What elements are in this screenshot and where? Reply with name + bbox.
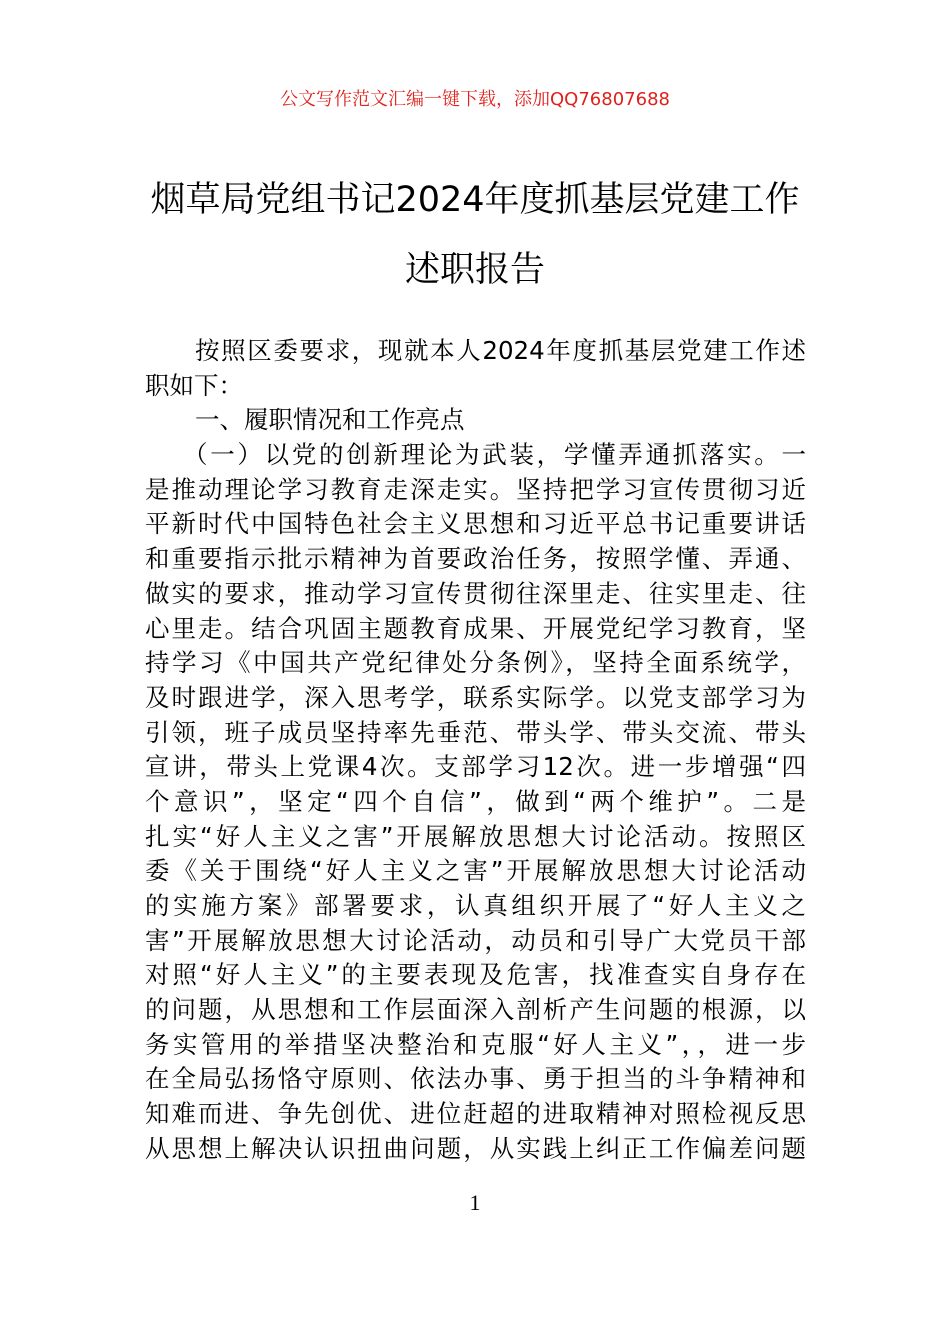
body-line: 知难而进、争先创优、进位赶超的进取精神对照检视反思 [145,1099,806,1129]
body-line: 按照区委要求，现就本人2024年度抓基层党建工作述 [195,336,806,365]
body-line: 的问题，从思想和工作层面深入剖析产生问题的根源，以 [145,995,806,1025]
body-line: 的实施方案》部署要求，认真组织开展了“好人主义之 [145,891,806,920]
body-line: 和重要指示批示精神为首要政治任务，按照学懂、弄通、 [145,544,806,574]
body-line: 扎实“好人主义之害”开展解放思想大讨论活动。按照区 [145,821,806,851]
body-line: 心里走。结合巩固主题教育成果、开展党纪学习教育，坚 [145,613,806,643]
page-number: 1 [469,1190,481,1215]
download-notice-link[interactable]: 公文写作范文汇编一键下载，添加QQ76807688 [280,89,670,110]
body-line: 对照“好人主义”的主要表现及危害，找准查实自身存在 [145,960,806,990]
body-line: 是推动理论学习教育走深走实。坚持把学习宣传贯彻习近 [145,474,806,504]
body-line: 从思想上解决认识扭曲问题，从实践上纠正工作偏差问题 [145,1133,806,1163]
document-title-line-1: 烟草局党组书记2024年度抓基层党建工作 [150,180,800,220]
body-line: 及时跟进学，深入思考学，联系实际学。以党支部学习为 [145,682,806,712]
body-line: 在全局弘扬恪守原则、依法办事、勇于担当的斗争精神和 [145,1064,806,1094]
body-line: 做实的要求，推动学习宣传贯彻往深里走、往实里走、往 [145,578,806,608]
document-body [145,334,806,1167]
body-line: 职如下： [145,370,243,400]
body-line: 平新时代中国特色社会主义思想和习近平总书记重要讲话 [145,509,806,539]
body-line: （一）以党的创新理论为武装，学懂弄通抓落实。一 [183,440,806,470]
body-line: 务实管用的举措坚决整治和克服“好人主义”，，进一步 [145,1029,806,1059]
body-line: 害”开展解放思想大讨论活动，动员和引导广大党员干部 [145,925,806,955]
document-title-line-2: 述职报告 [404,250,545,290]
body-line: 持学习《中国共产党纪律处分条例》，坚持全面系统学， [145,648,806,678]
section-heading: 一、履职情况和工作亮点 [195,405,465,435]
body-line: 宣讲，带头上党课4次。支部学习12次。进一步增强“四 [145,752,806,782]
body-line: 引领，班子成员坚持率先垂范、带头学、带头交流、带头 [145,717,806,747]
body-line: 个意识”，坚定“四个自信”，做到“两个维护”。二是 [145,786,806,816]
body-line: 委《关于围绕“好人主义之害”开展解放思想大讨论活动 [145,856,806,886]
